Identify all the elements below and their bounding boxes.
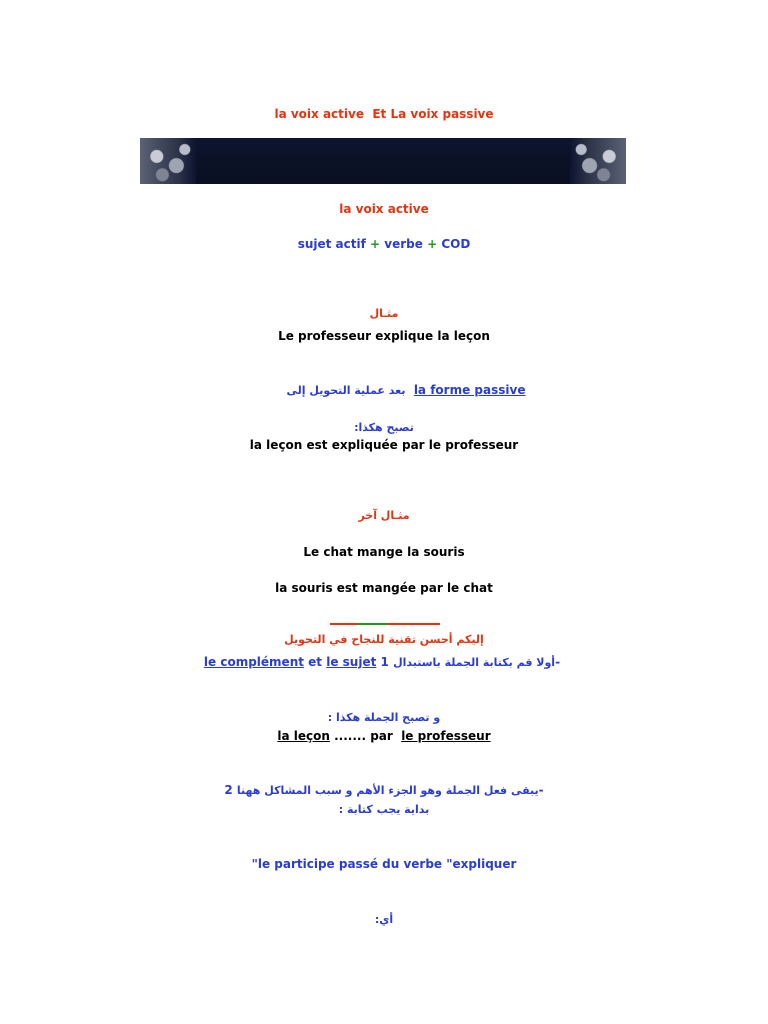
example2-passive-sentence: la souris est mangée par le chat	[275, 581, 493, 595]
result-professeur: le professeur	[401, 729, 491, 743]
participe-line: "le participe passé du verbe "expliquer	[251, 857, 517, 871]
page-title	[0, 107, 768, 121]
formula-sujet: sujet actif	[297, 237, 366, 251]
advice-heading: إليكم أحسن تقنية للنجاح في التحويل	[284, 633, 484, 646]
step2-line	[0, 783, 768, 797]
example1-transform-line	[22, 383, 768, 397]
example1-label: مثـال	[369, 307, 399, 320]
decorative-banner	[140, 138, 626, 184]
step1-number: 1-	[380, 655, 561, 669]
step2-number: 2-	[224, 783, 544, 797]
step1-arabic: أولا قم بكتابة الجملة باستبدال	[393, 656, 556, 669]
separator-red-right	[388, 623, 440, 625]
example1-becomes-arabic: تصبح هكذا:	[354, 421, 414, 434]
step2-arabic-line2: بداية يجب كتابة :	[338, 803, 430, 816]
section-heading-active: la voix active	[339, 202, 429, 216]
step2-arabic-line1: يبقى فعل الجملة وهو الجزء الأهم و سبب المشاكل ههنا	[236, 784, 539, 797]
separator-green	[358, 623, 388, 625]
result-line	[0, 729, 768, 743]
result-dots: .......	[334, 729, 367, 743]
result-arabic: و تصبح الجملة هكذا :	[327, 711, 441, 724]
example2-label: مثـال آخر	[358, 509, 410, 522]
result-lecon: la leçon	[277, 729, 330, 743]
step1-sujet: le sujet	[326, 655, 377, 669]
result-par: par	[370, 729, 393, 743]
example1-passive-sentence: la leçon est expliquée par le professeur	[249, 438, 519, 452]
example1-sentence: Le professeur explique la leçon	[278, 329, 490, 343]
title-part-1: la voix active	[274, 107, 364, 121]
formula-line	[0, 237, 768, 251]
step1-et: et	[308, 655, 323, 669]
title-part-2: Et La voix passive	[372, 107, 494, 121]
formula-plus-1: +	[370, 237, 381, 251]
example1-transform-arabic: بعد عملية التحويل إلى	[286, 384, 406, 397]
ai-arabic: أي:	[374, 913, 394, 926]
step1-line	[0, 655, 766, 669]
example2-sentence: Le chat mange la souris	[303, 545, 465, 559]
rose-ornament-left	[140, 138, 196, 184]
forme-passive-link[interactable]: la forme passive	[413, 383, 526, 397]
formula-cod: COD	[441, 237, 471, 251]
formula-plus-2: +	[427, 237, 438, 251]
formula-verbe: verbe	[384, 237, 423, 251]
step1-complement: le complément	[203, 655, 304, 669]
rose-ornament-right	[570, 138, 626, 184]
separator-red-left	[330, 623, 358, 625]
